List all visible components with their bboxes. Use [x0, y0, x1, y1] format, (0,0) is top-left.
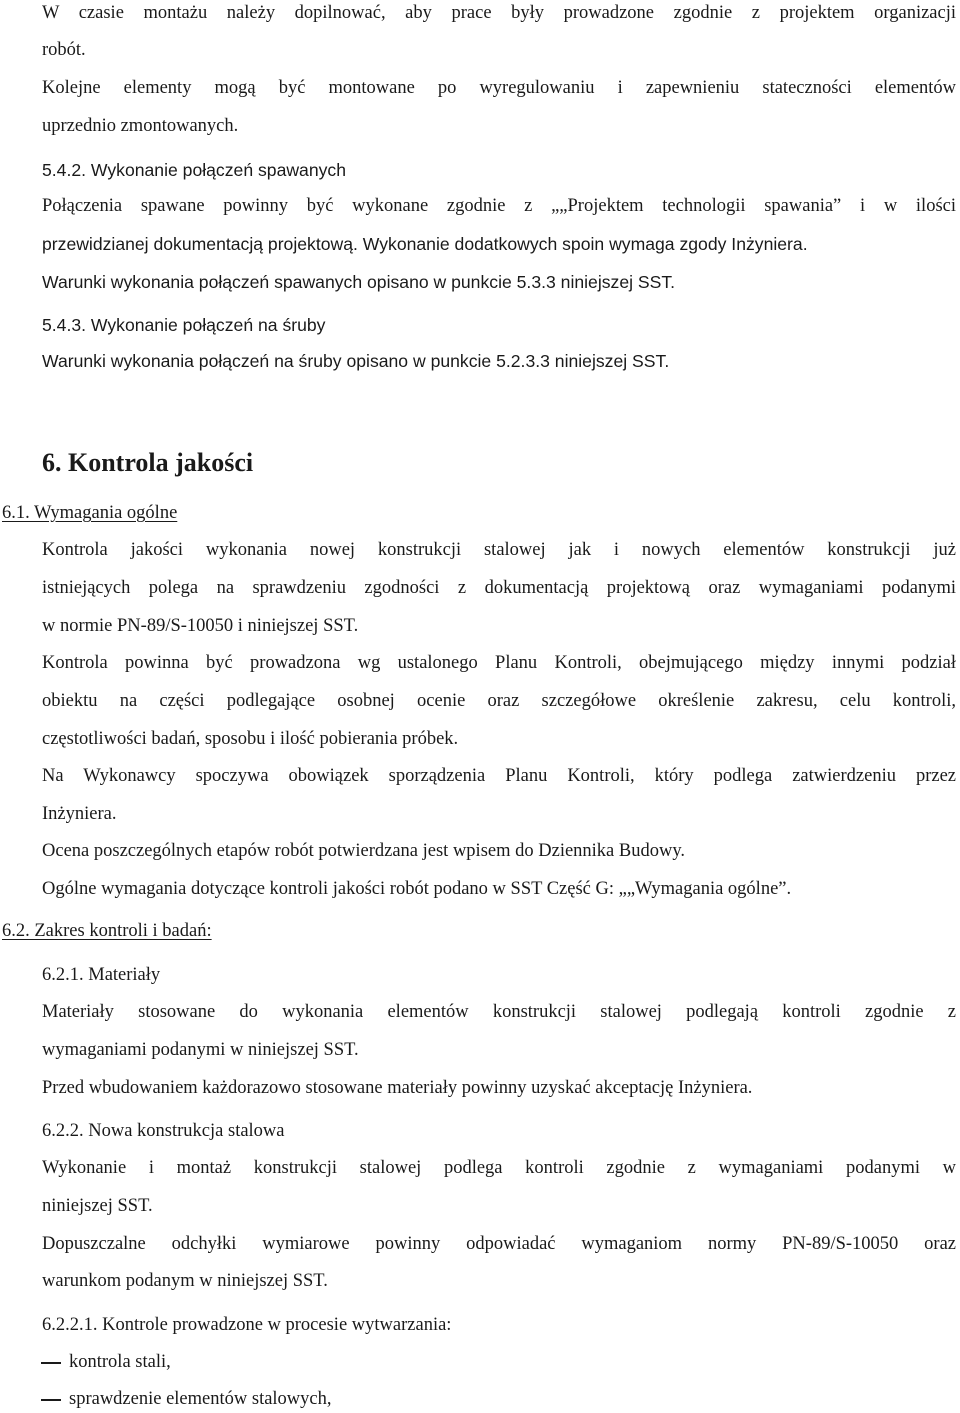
section-heading-6-1: 6.1. Wymagania ogólne: [2, 503, 178, 523]
section-heading-5-4-2: 5.4.2. Wykonanie połączeń spawanych: [42, 160, 347, 180]
paragraph-line: Połączenia spawane powinny być wykonane zgodnie z „„Projektem technologii spawania” i w ilości: [42, 196, 956, 216]
paragraph-line: Ogólne wymagania dotyczące kontroli jakości robót podano w SST Część G: „„Wymagania ogólne”.: [42, 879, 792, 899]
paragraph-line: robót.: [42, 40, 86, 60]
paragraph-line: warunkom podanym w niniejszej SST.: [42, 1271, 328, 1291]
paragraph-line: Inżyniera.: [42, 804, 117, 824]
subsection-heading-6-2-1: 6.2.1. Materiały: [42, 965, 161, 985]
paragraph-line: obiektu na części podlegające osobnej ocenie oraz szczegółowe określenie zakresu, celu kontroli,: [42, 691, 956, 711]
paragraph-line: przewidzianej dokumentacją projektową. Wykonanie dodatkowych spoin wymaga zgody Inżyniera.: [42, 234, 808, 254]
subsection-heading-6-2-2: 6.2.2. Nowa konstrukcja stalowa: [42, 1121, 285, 1141]
paragraph-line: Ocena poszczególnych etapów robót potwierdzana jest wpisem do Dziennika Budowy.: [42, 841, 686, 861]
paragraph-line: Kolejne elementy mogą być montowane po wyregulowaniu i zapewnieniu stateczności elementów: [42, 78, 956, 98]
section-heading-5-4-3: 5.4.3. Wykonanie połączeń na śruby: [42, 315, 326, 335]
subsection-heading-6-2-2-1: 6.2.2.1. Kontrole prowadzone w procesie wytwarzania:: [42, 1315, 452, 1335]
paragraph-line: Warunki wykonania połączeń spawanych opisano w punkcie 5.3.3 niniejszej SST.: [42, 272, 676, 292]
paragraph-line: niniejszej SST.: [42, 1196, 153, 1216]
paragraph-line: Kontrola powinna być prowadzona wg ustalonego Planu Kontroli, obejmującego między innymi podział: [42, 653, 956, 673]
paragraph-line: Dopuszczalne odchyłki wymiarowe powinny odpowiadać wymaganiom normy PN-89/S-10050 oraz: [42, 1234, 956, 1254]
paragraph-line: Na Wykonawcy spoczywa obowiązek sporządzenia Planu Kontroli, który podlega zatwierdzeniu przez: [42, 766, 956, 786]
paragraph-line: częstotliwości badań, sposobu i ilość pobierania próbek.: [42, 729, 459, 749]
paragraph-line: Materiały stosowane do wykonania elementów konstrukcji stalowej podlegają kontroli zgodnie z: [42, 1002, 956, 1022]
section-heading-6-2: 6.2. Zakres kontroli i badań:: [2, 921, 212, 941]
paragraph-line: wymaganiami podanymi w niniejszej SST.: [42, 1040, 359, 1060]
bullet-dash-icon: [41, 1399, 61, 1401]
paragraph-line: W czasie montażu należy dopilnować, aby prace były prowadzone zgodnie z projektem organizacji: [42, 3, 956, 23]
paragraph-line: uprzednio zmontowanych.: [42, 116, 239, 136]
paragraph-line: Wykonanie i montaż konstrukcji stalowej podlega kontroli zgodnie z wymaganiami podanymi w: [42, 1158, 956, 1178]
paragraph-line: Kontrola jakości wykonania nowej konstrukcji stalowej jak i nowych elementów konstrukcji już: [42, 540, 956, 560]
chapter-heading-6: 6. Kontrola jakości: [42, 448, 254, 477]
paragraph-line: Warunki wykonania połączeń na śruby opisano w punkcie 5.2.3.3 niniejszej SST.: [42, 351, 670, 371]
list-item: kontrola stali,: [69, 1352, 171, 1372]
paragraph-line: istniejących polega na sprawdzeniu zgodności z dokumentacją projektową oraz wymaganiami podanymi: [42, 578, 956, 598]
list-item: sprawdzenie elementów stalowych,: [69, 1389, 332, 1409]
paragraph-line: w normie PN-89/S-10050 i niniejszej SST.: [42, 616, 359, 636]
paragraph-line: Przed wbudowaniem każdorazowo stosowane materiały powinny uzyskać akceptację Inżyniera.: [42, 1078, 753, 1098]
bullet-dash-icon: [41, 1362, 61, 1364]
